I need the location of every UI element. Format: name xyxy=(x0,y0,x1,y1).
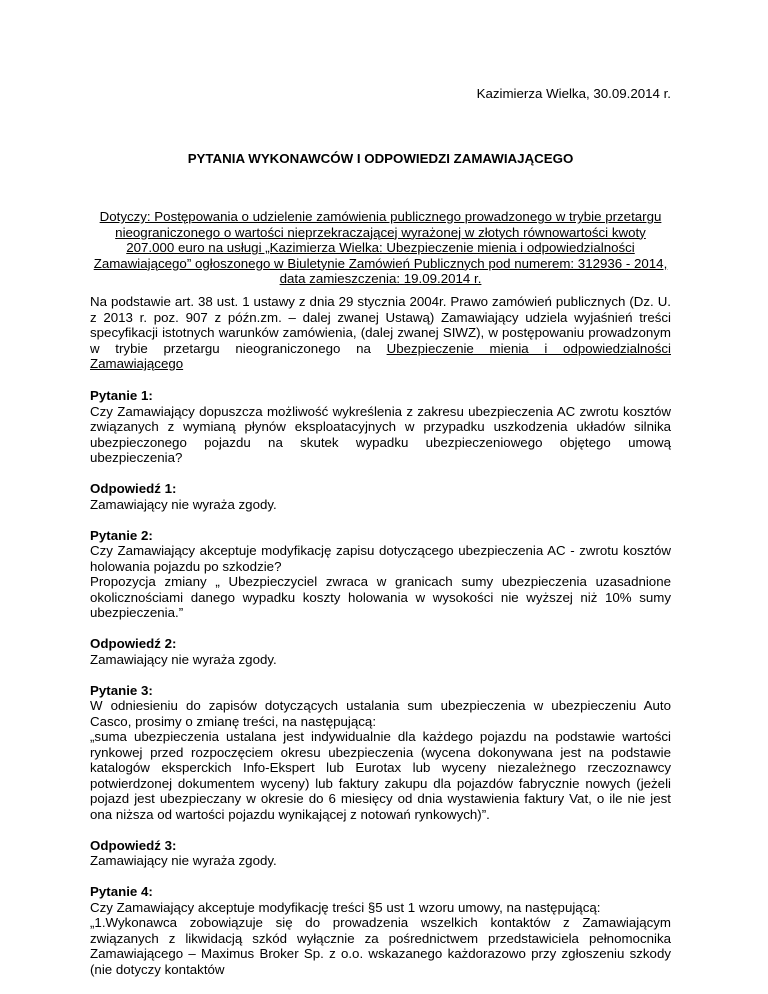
qa-label: Pytanie 3: xyxy=(90,682,153,698)
qa-label: Odpowiedź 3: xyxy=(90,837,177,853)
qa-label: Odpowiedź 1: xyxy=(90,481,177,496)
qa-text: Czy Zamawiający dopuszcza możliwość wykreślenia z zakresu ubezpieczenia AC zwrotu kosztów związanych z wymianą płynów eksploatacyjnych w przypadku uszkodzenia układów silnika ubezpieczonego pojazdu na skutek wypadku ubezpieczeniowego objętego umową ubezpieczenia? xyxy=(90,403,671,465)
qa-item-answer-3 xyxy=(90,838,671,869)
qa-text: Czy Zamawiający akceptuje modyfikację zapisu dotyczącego ubezpieczenia AC - zwrotu kosztów holowania pojazdu po szkodzie? xyxy=(90,543,671,574)
qa-label: Odpowiedź 2: xyxy=(90,636,177,651)
qa-item-question-2 xyxy=(90,528,671,621)
document-title: PYTANIA WYKONAWCÓW I ODPOWIEDZI ZAMAWIAJĄCEGO xyxy=(187,151,574,166)
qa-text: „1.Wykonawca zobowiązuje się do prowadzenia wszelkich kontaktów z Zamawiającym związanych z likwidacją szkód wyłącznie za pośrednictwem przedstawiciela pełnomocnika Zamawiającego – Maximus Broker Sp. z o.o. wskazanego każdorazowo przy zgłoszeniu szkody (nie dotyczy kontaktów xyxy=(90,915,671,977)
place-date: Kazimierza Wielka, 30.09.2014 r. xyxy=(476,86,671,101)
procurement-name: Ubezpieczenie mienia i odpowiedzialności Zamawiającego xyxy=(90,340,671,371)
qa-text: „suma ubezpieczenia ustalana jest indywidualnie dla każdego pojazdu na podstawie wartości rynkowej przed rozpoczęciem okresu ubezpieczenia (wycena dokonywana jest na podstawie katalogów eksperckich Info-Ekspert lub Eurotax lub wyceny niezależnego rzeczoznawcy potwierdzonej dokumentem wyceny) lub faktury zakupu dla pojazdów fabrycznie nowych (jeżeli pojazd jest ubezpieczany w okresie do 6 miesięcy od dnia wystawienia faktury Vat, o ile nie jest ona niższa od wartości pojazdu wynikającej z notowań rynkowych)”. xyxy=(90,729,671,822)
legal-basis-text: Na podstawie art. 38 ust. 1 ustawy z dnia 29 stycznia 2004r. Prawo zamówień publicznych (Dz. U. z 2013 r. poz. 907 z późn.zm. – dalej zwanej Ustawą) Zamawiający udziela wyjaśnień treści specyfikacji istotnych warunków zamówienia, (dalej zwanej SIWZ), w postępowaniu prowadzonym w trybie przetargu nieograniczonego na xyxy=(90,294,671,356)
qa-item-answer-1 xyxy=(90,481,671,512)
qa-text: Zamawiający nie wyraża zgody. xyxy=(90,853,277,868)
qa-label: Pytanie 4: xyxy=(90,884,153,899)
qa-label: Pytanie 1: xyxy=(90,388,153,403)
subject-line: Dotyczy: Postępowania o udzielenie zamówienia publicznego prowadzonego w trybie przetargu nieograniczonego o wartości nieprzekraczającej wyrażonej w złotych równowartości kwoty 207.000 euro na usługi „Kazimierza Wielka: Ubezpieczenie mienia i odpowiedzialności Zamawiającego” ogłoszonego w Biuletynie Zamówień Publicznych pod numerem: 312936 - 2014, data zamieszczenia: 19.09.2014 r. xyxy=(93,209,668,286)
legal-basis-paragraph xyxy=(90,294,671,372)
qa-text: Zamawiający nie wyraża zgody. xyxy=(90,496,277,512)
qa-item-question-4 xyxy=(90,884,671,977)
qa-label: Pytanie 2: xyxy=(90,527,153,543)
qa-text: Zamawiający nie wyraża zgody. xyxy=(90,651,277,667)
qa-item-question-1 xyxy=(90,388,671,466)
qa-text: Czy Zamawiający akceptuje modyfikację treści §5 ust 1 wzoru umowy, na następującą: xyxy=(90,899,601,915)
qa-text: Propozycja zmiany „ Ubezpieczyciel zwraca w granicach sumy ubezpieczenia uzasadnione okolicznościami danego wypadku koszty holowania w wysokości nie wyższej niż 10% sumy ubezpieczenia.” xyxy=(90,574,671,620)
qa-item-question-3 xyxy=(90,683,671,823)
qa-text: W odniesieniu do zapisów dotyczących ustalania sum ubezpieczenia w ubezpieczeniu Auto Casco, prosimy o zmianę treści, na następującą: xyxy=(90,698,671,729)
qa-list xyxy=(90,388,671,993)
qa-item-answer-2 xyxy=(90,636,671,667)
